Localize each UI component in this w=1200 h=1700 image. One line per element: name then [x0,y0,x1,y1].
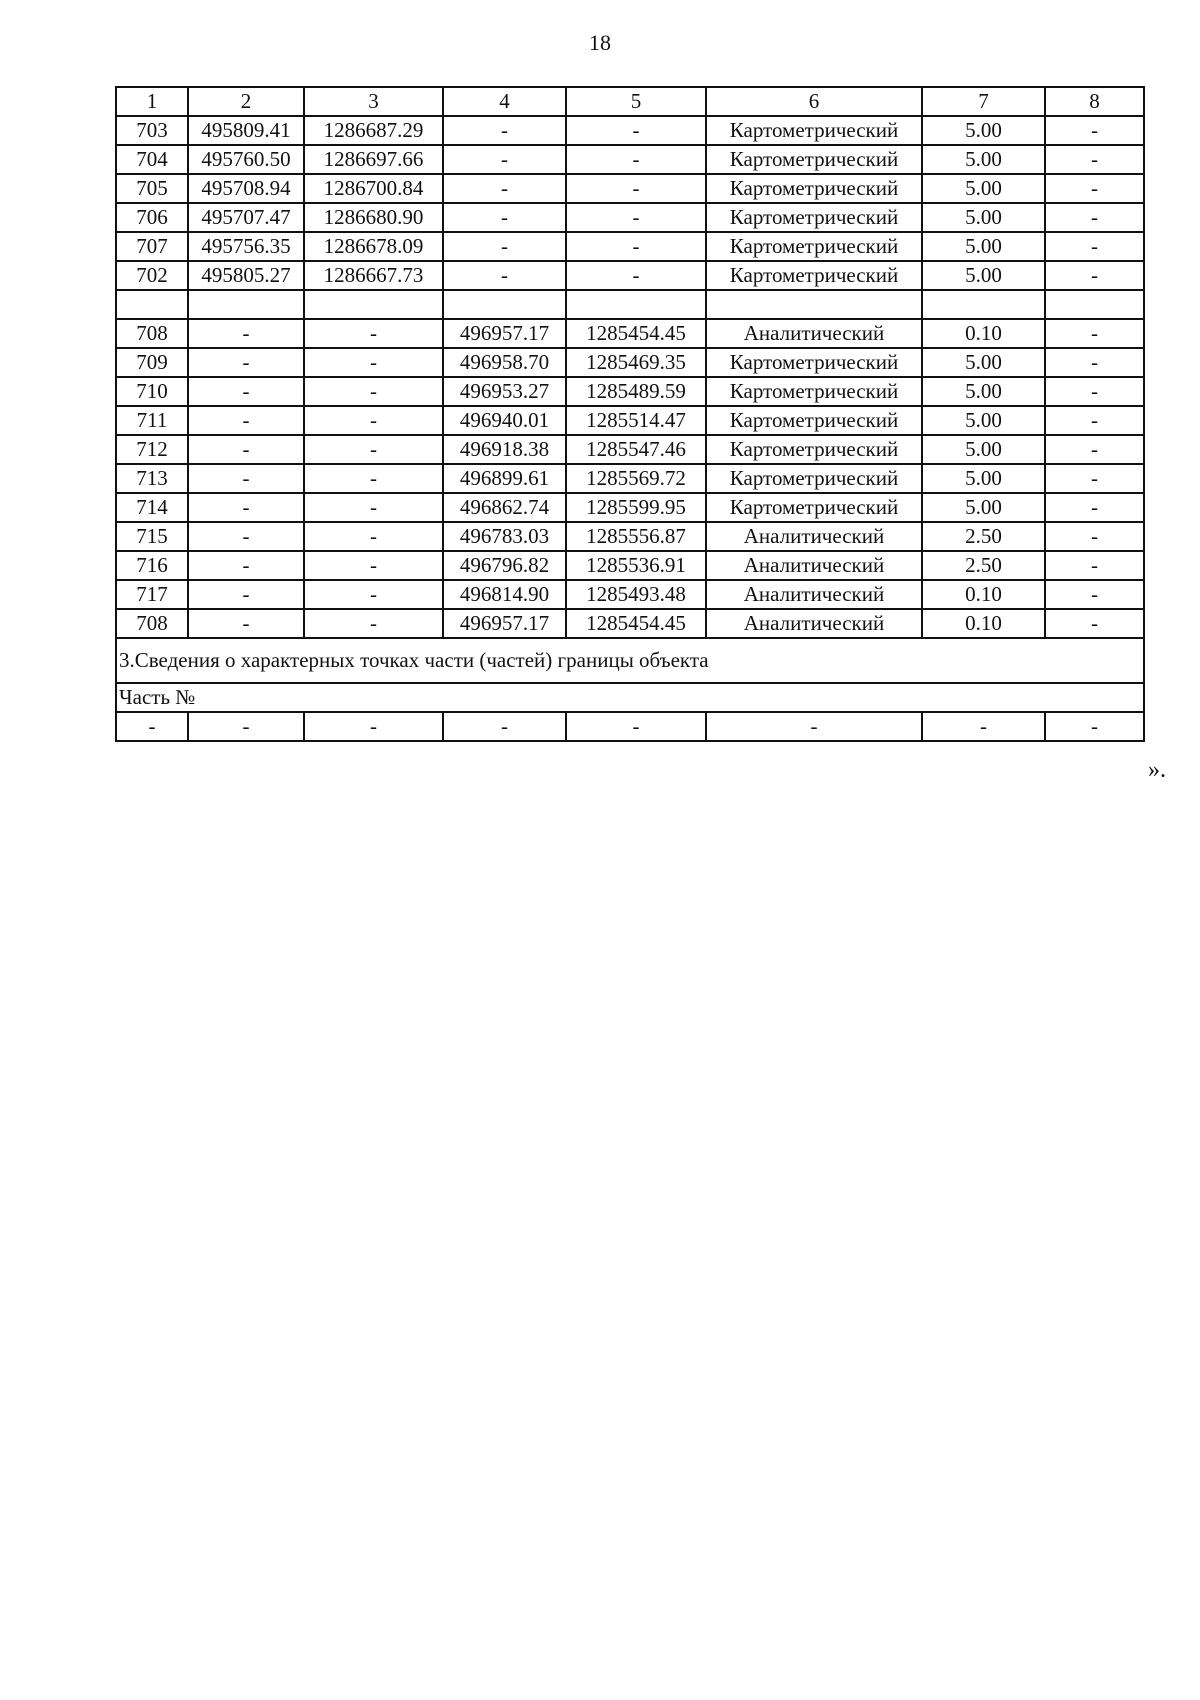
table-cell: Картометрический [706,464,922,493]
table-cell [706,290,922,319]
table-cell: 1285556.87 [566,522,706,551]
table-row [116,522,1144,551]
table-cell: - [304,377,443,406]
table-cell: - [1045,203,1144,232]
table-cell: - [304,609,443,638]
table-cell: - [1045,493,1144,522]
table-cell: - [1045,551,1144,580]
table-row [116,580,1144,609]
table-cell [1045,290,1144,319]
table-cell: - [1045,145,1144,174]
table-cell: - [188,522,304,551]
table-cell: 1286687.29 [304,116,443,145]
table-cell: 0.10 [922,319,1045,348]
table-cell: 5.00 [922,261,1045,290]
table-cell: - [1045,464,1144,493]
table-cell: Аналитический [706,319,922,348]
table-cell: - [566,116,706,145]
table-cell: Картометрический [706,493,922,522]
table-cell: Аналитический [706,522,922,551]
coordinates-table [115,86,1145,742]
table-cell: 709 [116,348,188,377]
table-cell: 704 [116,145,188,174]
table-cell: Картометрический [706,261,922,290]
table-cell: - [188,377,304,406]
table-cell: 708 [116,609,188,638]
table-cell: 5.00 [922,406,1045,435]
table-cell: 5.00 [922,377,1045,406]
table-row [116,348,1144,377]
table-cell: Картометрический [706,435,922,464]
table-row [116,551,1144,580]
table-cell: 5.00 [922,116,1045,145]
section-heading: 3.Сведения о характерных точках части (частей) границы объекта [116,638,1144,683]
table-cell: 495809.41 [188,116,304,145]
table-cell: - [304,406,443,435]
table-cell: 496814.90 [443,580,566,609]
table-cell: 1286697.66 [304,145,443,174]
table-cell: - [304,435,443,464]
table-cell: - [188,464,304,493]
table-row [116,493,1144,522]
table-cell: 1286700.84 [304,174,443,203]
table-cell: - [1045,319,1144,348]
table-body [116,87,1144,741]
table-cell: 496796.82 [443,551,566,580]
table-cell: - [1045,522,1144,551]
table-cell: 5.00 [922,232,1045,261]
table-cell: 496953.27 [443,377,566,406]
table-cell: - [1045,435,1144,464]
header-cell: 6 [706,87,922,116]
table-cell: 715 [116,522,188,551]
table-cell: 712 [116,435,188,464]
table-cell: - [188,319,304,348]
table-row [116,377,1144,406]
table-cell: - [566,145,706,174]
table-cell [116,290,188,319]
table-row [116,319,1144,348]
table-cell: - [566,261,706,290]
table-cell: 1285454.45 [566,319,706,348]
table-cell: - [188,712,304,741]
table-cell: 708 [116,319,188,348]
table-cell: - [443,145,566,174]
table-cell: 5.00 [922,145,1045,174]
table-cell: 1285547.46 [566,435,706,464]
table-cell: 1285536.91 [566,551,706,580]
table-cell: - [304,551,443,580]
table-cell: 496958.70 [443,348,566,377]
part-row [116,683,1144,712]
table-cell: - [304,522,443,551]
header-cell: 3 [304,87,443,116]
table-cell: 1285493.48 [566,580,706,609]
table-cell: 2.50 [922,522,1045,551]
table-cell: 703 [116,116,188,145]
table-cell: - [116,712,188,741]
table-cell: 717 [116,580,188,609]
table-cell: - [188,580,304,609]
table-cell: Аналитический [706,551,922,580]
header-cell: 7 [922,87,1045,116]
closing-quote-mark: ». [1148,757,1166,783]
table-cell: 2.50 [922,551,1045,580]
table-cell: 496783.03 [443,522,566,551]
table-cell: Картометрический [706,348,922,377]
header-cell: 2 [188,87,304,116]
table-cell: 495708.94 [188,174,304,203]
table-cell: - [443,712,566,741]
table-cell: - [566,203,706,232]
table-cell: 496918.38 [443,435,566,464]
table-cell: Картометрический [706,174,922,203]
header-row [116,87,1144,116]
table-cell: - [1045,406,1144,435]
page-number: 18 [589,30,611,55]
table-cell: 1285469.35 [566,348,706,377]
table-cell: - [1045,348,1144,377]
table-cell: Картометрический [706,116,922,145]
table-cell: - [566,232,706,261]
table-cell: - [304,464,443,493]
table-cell: 495756.35 [188,232,304,261]
header-cell: 1 [116,87,188,116]
table-cell: - [1045,580,1144,609]
table-cell: - [1045,609,1144,638]
table-cell: 496940.01 [443,406,566,435]
table-cell: 495760.50 [188,145,304,174]
table-cell: 710 [116,377,188,406]
table-cell: - [922,712,1045,741]
table-cell: 713 [116,464,188,493]
header-cell: 8 [1045,87,1144,116]
part-label: Часть № [116,683,1144,712]
table-cell: - [1045,377,1144,406]
table-cell: - [706,712,922,741]
table-cell: - [443,174,566,203]
table-cell: 1286678.09 [304,232,443,261]
table-row [116,145,1144,174]
table-cell: - [443,116,566,145]
table-cell: 5.00 [922,464,1045,493]
table-cell: 0.10 [922,609,1045,638]
coordinates-table-container [115,86,1145,742]
table-cell: Картометрический [706,406,922,435]
table-cell: 495707.47 [188,203,304,232]
table-cell: 5.00 [922,174,1045,203]
table-cell: Картометрический [706,145,922,174]
table-cell: - [304,348,443,377]
table-row [116,232,1144,261]
table-cell: - [188,551,304,580]
table-row [116,203,1144,232]
header-cell: 5 [566,87,706,116]
table-cell: Картометрический [706,377,922,406]
table-cell: 1286667.73 [304,261,443,290]
table-cell: 0.10 [922,580,1045,609]
table-row [116,464,1144,493]
table-cell: 496899.61 [443,464,566,493]
table-cell: - [188,493,304,522]
table-cell: - [304,319,443,348]
table-cell: 714 [116,493,188,522]
table-cell: 716 [116,551,188,580]
table-cell: 495805.27 [188,261,304,290]
table-cell: Картометрический [706,203,922,232]
table-cell: 705 [116,174,188,203]
table-cell: 5.00 [922,493,1045,522]
table-row [116,174,1144,203]
table-row [116,290,1144,319]
table-cell: 1285569.72 [566,464,706,493]
empty-part-row [116,712,1144,741]
table-cell: - [304,712,443,741]
table-cell: 1285489.59 [566,377,706,406]
table-cell: - [188,406,304,435]
table-cell: 496862.74 [443,493,566,522]
table-cell: Картометрический [706,232,922,261]
table-cell: - [566,712,706,741]
table-cell: - [443,232,566,261]
table-cell: - [1045,712,1144,741]
table-cell: - [304,493,443,522]
table-cell: 496957.17 [443,609,566,638]
table-cell: - [443,261,566,290]
header-cell: 4 [443,87,566,116]
table-cell: 706 [116,203,188,232]
table-cell: - [566,174,706,203]
table-cell: - [1045,116,1144,145]
table-cell: - [188,609,304,638]
table-cell: - [1045,261,1144,290]
table-cell: 1286680.90 [304,203,443,232]
table-row [116,609,1144,638]
table-cell: Аналитический [706,609,922,638]
table-cell: 1285454.45 [566,609,706,638]
table-cell: 702 [116,261,188,290]
table-cell: 1285514.47 [566,406,706,435]
table-row [116,406,1144,435]
table-row [116,116,1144,145]
table-cell: 5.00 [922,435,1045,464]
table-cell [443,290,566,319]
table-cell: 5.00 [922,203,1045,232]
table-cell: 496957.17 [443,319,566,348]
table-cell [188,290,304,319]
table-cell: 1285599.95 [566,493,706,522]
table-cell: 707 [116,232,188,261]
table-cell [304,290,443,319]
table-cell: - [1045,174,1144,203]
table-cell: 5.00 [922,348,1045,377]
table-cell: 711 [116,406,188,435]
table-cell: Аналитический [706,580,922,609]
table-cell: - [304,580,443,609]
table-cell: - [1045,232,1144,261]
table-cell [922,290,1045,319]
table-row [116,261,1144,290]
section-row [116,638,1144,683]
table-cell: - [443,203,566,232]
table-cell: - [188,348,304,377]
table-cell: - [188,435,304,464]
table-cell [566,290,706,319]
table-row [116,435,1144,464]
